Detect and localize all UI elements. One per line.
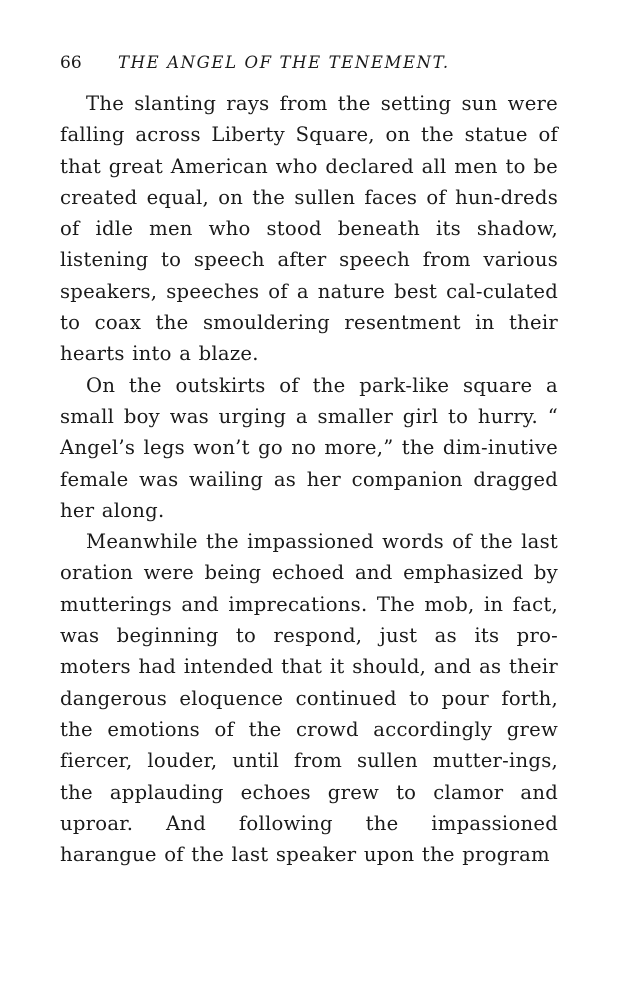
paragraph-2: On the outskirts of the park-like square a small boy was urging a smaller girl to hurry. “ Angel’s legs won’t go no more,” the dim-inutive female was wailing as her companion dragged her along. [60,373,558,522]
paragraph-3: Meanwhile the impassioned words of the last oration were being echoed and emphasized by mutterings and imprecations. The mob, in fact, was beginning to respond, just as its pro-moters had intended that it should, and as their dangerous eloquence continued to pour forth, the emotions of the crowd accordingly grew fiercer, louder, until from sullen mutter-ings, the applauding echoes grew to clamor and uproar. And following the impassioned harangue of the last speaker upon the program [60,530,558,867]
book-page [60,52,558,870]
body-text [60,88,558,870]
running-title: THE ANGEL OF THE TENEMENT. [118,53,450,72]
running-head [60,52,558,74]
paragraph-1: The slanting rays from the setting sun were falling across Liberty Square, on the statue of that great American who declared all men to be created equal, on the sullen faces of hun-dreds of idle men who stood beneath its shadow, listening to speech after speech from various speakers, speeches of a nature best cal-culated to coax the smouldering resentment in their hearts into a blaze. [60,92,558,366]
page-number: 66 [60,53,82,73]
